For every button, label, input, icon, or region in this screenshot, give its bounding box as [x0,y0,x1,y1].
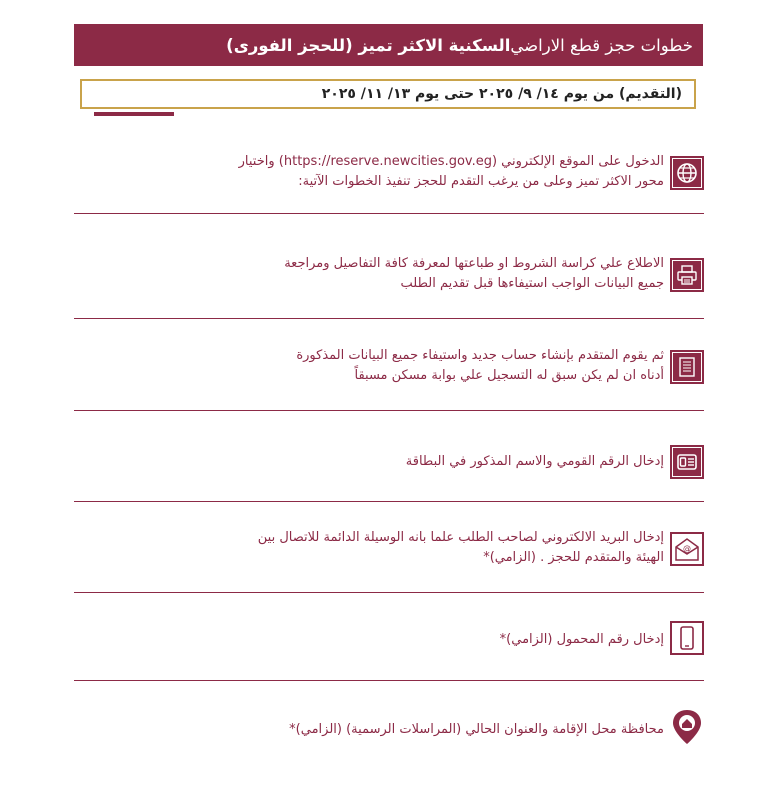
step-text [74,346,664,386]
page-header [74,24,703,66]
step-text [74,152,664,192]
step-line-1: إدخال الرقم القومي والاسم المذكور في البطاقة [405,454,664,469]
divider [74,318,704,319]
step-text [74,452,664,472]
divider [74,213,704,214]
email-icon [670,532,704,566]
divider [74,410,704,411]
step-text [74,630,664,650]
step-line-2: الهيئة والمتقدم للحجز . (الزامي)* [483,550,664,565]
step-email [74,528,704,574]
divider [74,680,704,681]
step-line-2: محور الاكثر تميز وعلى من يرغب التقدم للحجز تنفيذ الخطوات الآتية: [298,174,664,189]
step-terms [74,254,704,300]
document-icon [670,350,704,384]
date-underline-accent [94,112,174,116]
mobile-phone-icon [670,621,704,655]
step-mobile [74,619,704,659]
header-title-bold: السكنية الاكثر تميز (للحجز الفورى) [226,35,511,55]
step-text [74,254,664,294]
step-national-id [74,442,704,482]
globe-icon [670,156,704,190]
step-create-account [74,346,704,392]
header-title-prefix: خطوات حجز قطع الاراضي [510,35,693,55]
step-line-1: إدخال رقم المحمول (الزامي)* [499,632,664,647]
step-line-1: محافظة محل الإقامة والعنوان الحالي (المراسلات الرسمية) (الزامي)* [289,722,664,737]
step-line-1: الدخول على الموقع الإلكتروني (https://reserve.newcities.gov.eg) واختيار [238,154,664,169]
application-period [80,79,696,109]
step-address [74,708,704,748]
step-text [74,720,664,740]
divider [74,592,704,593]
application-period-text: (التقديم) من يوم ١٤/ ٩/ ٢٠٢٥ حتى يوم ١٣/ ١١/ ٢٠٢٥ [321,86,682,102]
step-line-1: ثم يقوم المتقدم بإنشاء حساب جديد واستيفاء جميع البيانات المذكورة [296,348,664,363]
step-website [74,152,704,198]
printer-icon [670,258,704,292]
step-line-2: جميع البيانات الواجب استيفاءها قبل تقديم الطلب [400,276,664,291]
step-line-1: الاطلاع علي كراسة الشروط او طباعتها لمعرفة كافة التفاصيل ومراجعة [284,256,664,271]
step-line-1: إدخال البريد الالكتروني لصاحب الطلب علما بانه الوسيلة الدائمة للاتصال بين [257,530,664,545]
step-text [74,528,664,568]
svg-text:@: @ [683,544,691,553]
step-line-2: أدناه ان لم يكن سبق له التسجيل علي بوابة مسكن مسبقاً [354,368,664,383]
id-card-icon [670,445,704,479]
location-pin-icon [670,708,704,746]
divider [74,501,704,502]
